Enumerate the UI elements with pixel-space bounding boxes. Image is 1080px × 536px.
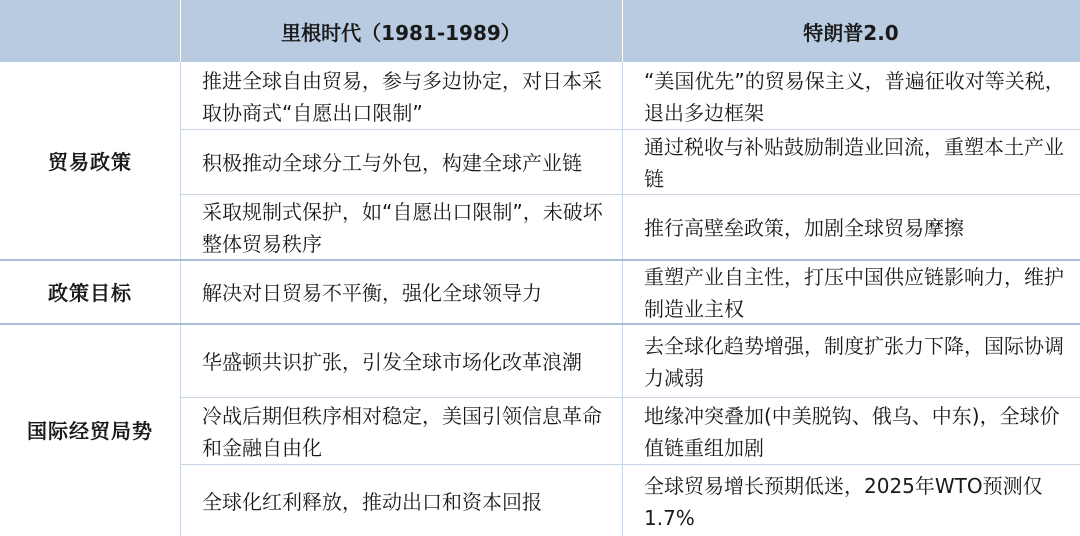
table-cell: “美国优先”的贸易保主义，普遍征收对等关税，退出多边框架 bbox=[644, 69, 1065, 125]
table-cell: 积极推动全球分工与外包，构建全球产业链 bbox=[202, 151, 582, 175]
table-cell: 去全球化趋势增强，制度扩张力下降，国际协调力减弱 bbox=[644, 333, 1064, 390]
table-cell: 推进全球自由贸易，参与多边协定，对日本采取协商式“自愿出口限制” bbox=[202, 69, 602, 125]
category-trade-policy: 贸易政策 bbox=[48, 150, 132, 174]
table-cell: 采取规制式保护，如“自愿出口限制”，未破坏整体贸易秩序 bbox=[202, 200, 603, 256]
table-cell: 通过税收与补贴鼓励制造业回流，重塑本土产业链 bbox=[644, 135, 1064, 191]
table-cell: 解决对日贸易不平衡，强化全球领导力 bbox=[202, 280, 542, 305]
category-international-situation: 国际经贸局势 bbox=[27, 419, 153, 443]
table-cell: 全球化红利释放，推动出口和资本回报 bbox=[202, 489, 542, 514]
table-cell: 华盛顿共识扩张，引发全球市场化改革浪潮 bbox=[202, 349, 582, 374]
table-cell: 重塑产业自主性，打压中国供应链影响力，维护制造业主权 bbox=[644, 264, 1064, 321]
table-cell: 地缘冲突叠加(中美脱钩、俄乌、中东)，全球价值链重组加剧 bbox=[644, 404, 1060, 460]
table-cell: 推行高壁垒政策，加剧全球贸易摩擦 bbox=[644, 216, 964, 240]
header-reagan: 里根时代（1981-1989） bbox=[281, 20, 521, 45]
table-cell: 全球贸易增长预期低迷，2025年WTO预测仅1.7% bbox=[644, 473, 1043, 530]
table-cell: 冷战后期但秩序相对稳定，美国引领信息革命和金融自由化 bbox=[202, 404, 602, 460]
category-policy-goal: 政策目标 bbox=[48, 280, 132, 305]
header-trump: 特朗普2.0 bbox=[803, 20, 899, 45]
